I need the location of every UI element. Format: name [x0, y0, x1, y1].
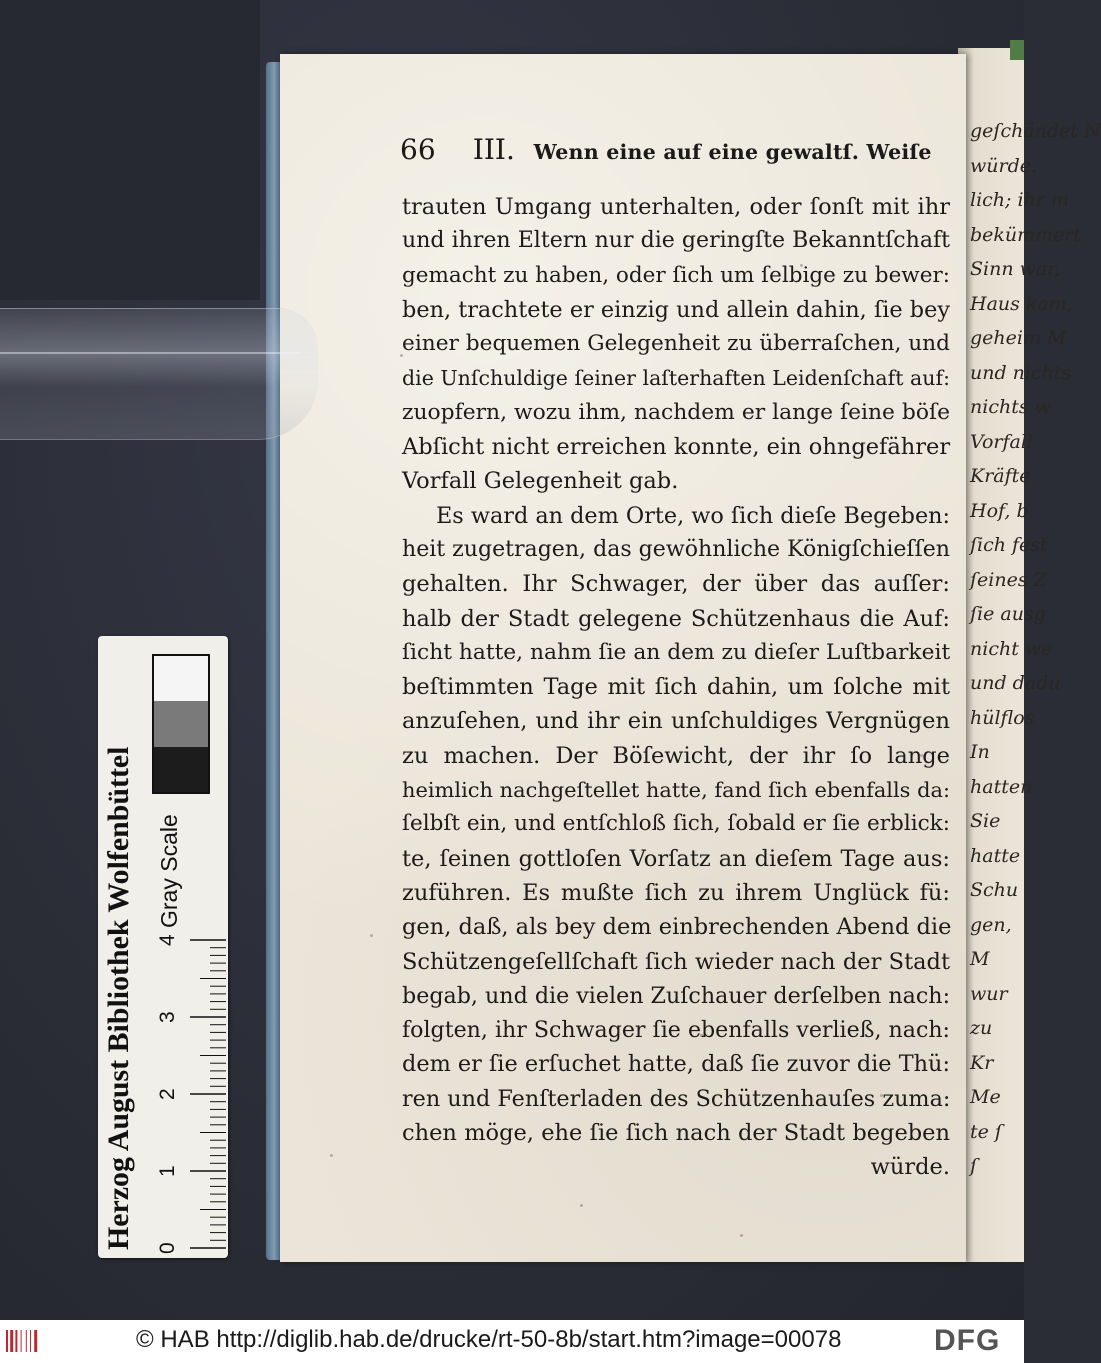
paper-speck — [580, 1204, 583, 1207]
text-line: gemacht zu haben, oder ſich um ſelbige zu bewer: — [402, 262, 950, 288]
facing-page-fragment: ſeines Z — [970, 568, 1047, 591]
gray-scale-ruler — [98, 636, 228, 1258]
facing-page-fragment: In — [970, 741, 990, 763]
text-line: ſicht hatte, nahm ſie an dem zu dieſer Luſtbarkeit — [402, 639, 951, 665]
facing-page-fragment: Me — [970, 1086, 1001, 1108]
barcode-bar — [34, 1330, 37, 1352]
facing-page-fragment: Haus kam, — [970, 292, 1073, 315]
facing-page-fragment: bekümmert — [970, 223, 1082, 246]
text-line: folgten, ihr Schwager ſie ebenfalls verließ, nach: — [402, 1017, 950, 1044]
paper-speck — [370, 934, 373, 937]
footer-credit-link[interactable]: © HAB http://diglib.hab.de/drucke/rt-50-8b/start.htm?image=00078 — [136, 1326, 842, 1353]
text-line: Es ward an dem Orte, wo ſich dieſe Begeben: — [436, 502, 951, 529]
text-line: gehalten. Ihr Schwager, der über das auſſer: — [402, 571, 950, 598]
page-number: 66 — [400, 133, 436, 166]
text-line: begab, und die vielen Zuſchauer derſelben nach: — [402, 982, 951, 1009]
facing-page-fragment: würde. — [970, 154, 1038, 177]
facing-page-fragment: ſie ausg — [970, 603, 1046, 625]
barcode-bar — [26, 1330, 27, 1352]
text-line: die Unſchuldige ſeiner laſterhaften Leidenſchaft auf: — [402, 366, 950, 391]
glass-page-holder — [0, 308, 318, 440]
glass-highlight — [0, 352, 300, 354]
text-line: einer bequemen Gelegenheit zu überraſchen, und — [402, 331, 950, 357]
ruler-content — [98, 636, 228, 1258]
ruler-ticks — [188, 920, 226, 1250]
text-line: heit zugetragen, das gewöhnliche Königſchieſſen — [402, 536, 950, 562]
text-line: anzuſehen, und ihr ein unſchuldiges Vergnügen — [402, 708, 950, 735]
gray-swatches — [152, 654, 210, 794]
facing-page-fragment: gen, — [970, 913, 1012, 936]
gray-swatch — [154, 656, 208, 701]
text-line: zuopfern, wozu ihm, nachdem er lange ſeine böſe — [402, 399, 950, 425]
facing-page-fragment: Kräfte — [970, 465, 1031, 487]
text-line: heimlich nachgeſtellet hatte, fand ſich ebenfalls da: — [402, 778, 950, 803]
facing-page-fragment: nichts w — [970, 396, 1051, 418]
facing-page-fragment: M — [970, 948, 990, 970]
barcode-bar — [30, 1330, 31, 1352]
facing-page-fragment: hülflos — [970, 706, 1035, 729]
ruler-number: 2 — [156, 1088, 179, 1100]
facing-page-fragment: hatte — [970, 844, 1021, 867]
facing-page-green-mark — [1010, 40, 1024, 60]
running-head — [400, 128, 940, 180]
text-line: dem er ſie erſuchet hatte, daß ſie zuvor die Thü: — [402, 1051, 950, 1078]
text-line: und ihren Eltern nur die geringſte Bekanntſchaft — [402, 228, 950, 254]
ruler-number: 4 — [156, 934, 179, 946]
dfg-logo: DFG — [934, 1324, 1001, 1357]
facing-page-fragment: Sinn war, — [970, 258, 1061, 280]
facing-page-fragment: Hof, b — [970, 499, 1029, 522]
facing-page-fragment: Sie — [970, 810, 1001, 832]
gray-swatch — [154, 747, 208, 792]
barcode-bar — [10, 1330, 13, 1352]
text-line: te, ſeinen gottloſen Vorſatz an dieſem Tage aus: — [402, 845, 950, 872]
facing-page-fragment: wur — [970, 982, 1008, 1005]
page-body-text — [402, 190, 950, 1185]
running-head-title: Wenn eine auf eine gewaltſ. Weiſe — [533, 140, 932, 164]
facing-page-fragment: und dadu — [970, 672, 1061, 694]
facing-page-fragment: und nichts — [970, 361, 1072, 384]
text-line: ren und Fenſterladen des Schützenhauſes zuma: — [402, 1085, 951, 1112]
facing-page-fragment: Vorfall — [970, 430, 1034, 453]
text-line: zu machen. Der Böſewicht, der ihr ſo lange — [402, 742, 950, 769]
facing-page-fragment: Kr — [970, 1051, 994, 1074]
ruler-number: 0 — [156, 1242, 179, 1254]
facing-page-fragment: geheim M — [970, 327, 1067, 349]
text-line: ben, trachtete er einzig und allein dahin, ſie bey — [402, 296, 950, 323]
text-line: Vorfall Gelegenheit gab. — [402, 468, 679, 495]
facing-page-fragment: geſchändet N — [970, 120, 1101, 142]
facing-page-fragment: nicht we — [970, 637, 1053, 660]
facing-page-fragment: lich; ihr m — [970, 189, 1069, 211]
paper-speck — [330, 1154, 333, 1157]
facing-page-fragment: ſich fest — [970, 534, 1048, 556]
chapter-numeral: III. — [472, 133, 515, 166]
facing-page-fragment: Schu — [970, 879, 1019, 901]
text-line: gen, daß, als bey dem einbrechenden Abend die — [402, 914, 952, 941]
text-line: zuführen. Es mußte ſich zu ihrem Unglück fü: — [402, 879, 950, 906]
barcode-icon — [6, 1328, 46, 1354]
gray-swatch — [154, 701, 208, 746]
footer-bar — [0, 1320, 1024, 1363]
gray-scale-label: Gray Scale — [156, 814, 182, 928]
facing-page-fragment: zu — [970, 1017, 993, 1039]
text-line: halb der Stadt gelegene Schützenhaus die Auf: — [402, 605, 950, 632]
ruler-number: 3 — [156, 1011, 179, 1023]
barcode-bar — [15, 1330, 17, 1352]
text-line: würde. — [870, 1154, 950, 1181]
text-line: Abſicht nicht erreichen konnte, ein ohngefährer — [402, 434, 951, 461]
text-line: chen möge, ehe ſie ſich nach der Stadt begeben — [402, 1120, 950, 1147]
facing-page-fragment: hatten — [970, 775, 1033, 798]
text-line: ſelbſt ein, und entſchloß ſich, ſobald er ſie erblick: — [402, 811, 950, 837]
text-line: Schützengeſellſchaft ſich wieder nach der Stadt — [402, 948, 950, 975]
text-line: beſtimmten Tage mit ſich dahin, um ſolche mit — [402, 674, 950, 701]
ruler-number: 1 — [156, 1165, 179, 1177]
barcode-bar — [21, 1330, 22, 1352]
cloth-shadow — [0, 0, 260, 300]
facing-page-fragment: te ſ — [970, 1120, 1002, 1143]
barcode-bar — [6, 1330, 8, 1352]
paper-speck — [740, 1234, 743, 1237]
text-line: trauten Umgang unterhalten, oder ſonſt mit ihr — [402, 194, 950, 220]
facing-page-fragment: ſ — [970, 1155, 978, 1177]
ruler-institution-name: Herzog August Bibliothek Wolfenbüttel — [102, 746, 135, 1250]
